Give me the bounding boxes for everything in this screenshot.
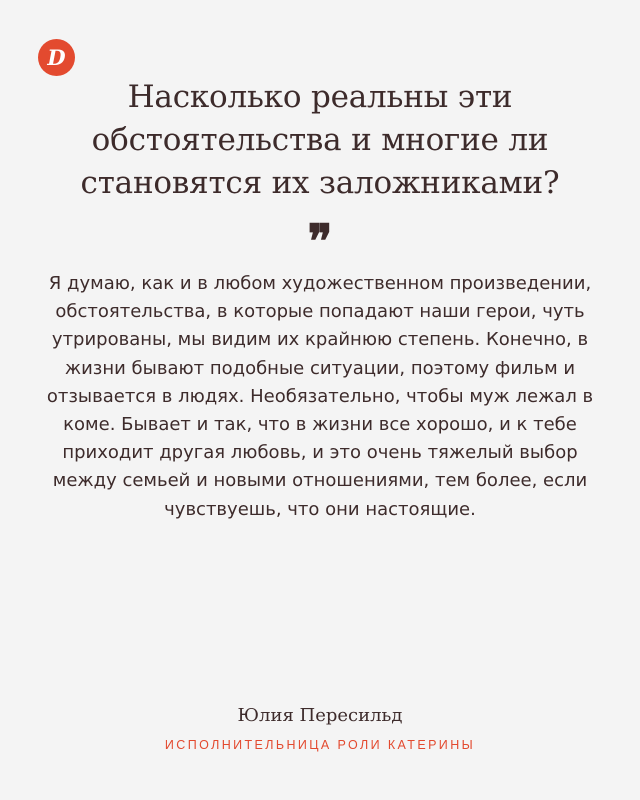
author-role: ИСПОЛНИТЕЛЬНИЦА РОЛИ КАТЕРИНЫ	[164, 738, 476, 752]
publisher-logo-icon	[38, 39, 75, 76]
logo-letter: D	[47, 45, 66, 70]
author-name: Юлия Пересильд	[237, 705, 403, 726]
quote-mark-icon: ❞	[307, 214, 333, 268]
page-title: Насколько реальны эти обстоятельства и многие ли становятся их заложниками?	[80, 79, 560, 201]
quote-text: Я думаю, как и в любом художественном произведении, обстоятельства, в которые попадают наши герои, чуть утрированы, мы видим их крайнюю степень. Конечно, в жизни бывают подобные ситуации, поэтому фильм и отзывается в людях. Необязательно, чтобы муж лежал в коме. Бывает и так, что в жизни все хорошо, и к тебе приходит другая любовь, и это очень тяжелый выбор между семьей и новыми отношениями, тем более, если чувствуешь, что они настоящие.	[46, 273, 594, 520]
